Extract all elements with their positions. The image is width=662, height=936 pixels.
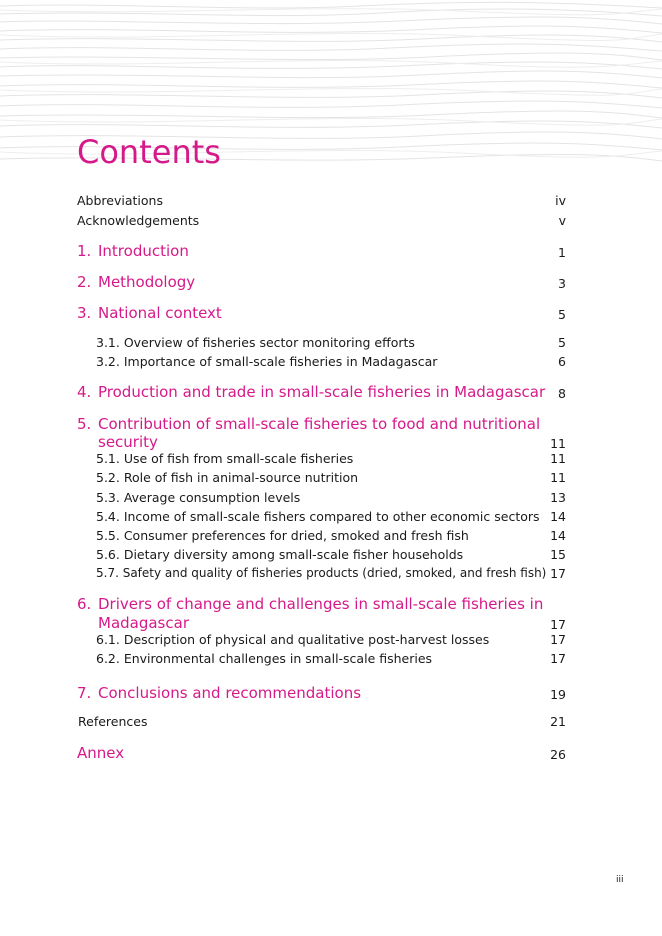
subentry-page: 17 (550, 566, 566, 581)
subentry-page: 17 (550, 651, 566, 666)
subentry-label: 5.3. Average consumption levels (96, 490, 301, 505)
toc-entry-page: 21 (550, 714, 566, 729)
section-number: 1. (77, 242, 92, 260)
section-label-line1: Contribution of small-scale fisheries to food and nutritional (98, 415, 541, 433)
subentry-page: 11 (550, 451, 566, 466)
section-number: 2. (77, 273, 92, 291)
section-label: National context (98, 304, 222, 322)
toc-entry-label: Acknowledgements (77, 213, 200, 228)
subentry-label: 3.1. Overview of fisheries sector monitoring efforts (96, 335, 415, 350)
section-page: 19 (550, 687, 566, 702)
toc-entry-label: Abbreviations (77, 193, 163, 208)
toc-entry-page: v (558, 213, 566, 228)
toc-entry-label: Annex (77, 744, 125, 762)
subentry-page: 14 (550, 509, 566, 524)
subentry-label: 6.1. Description of physical and qualitative post-harvest losses (96, 632, 490, 647)
subentry-page: 11 (550, 470, 566, 485)
subentry-label: 5.1. Use of fish from small-scale fisheries (96, 451, 354, 466)
section-label: Introduction (98, 242, 189, 260)
section-number: 5. (77, 415, 92, 433)
section-label-line1: Drivers of change and challenges in small-scale fisheries in (98, 595, 544, 613)
section-label-line2: security (98, 433, 158, 451)
toc-entry-page: 26 (550, 747, 566, 762)
section-page: 8 (558, 386, 566, 401)
section-page: 11 (550, 436, 566, 451)
subentry-page: 6 (558, 354, 566, 369)
section-label: Methodology (98, 273, 196, 291)
section-page: 5 (558, 307, 566, 322)
section-number: 3. (77, 304, 92, 322)
toc-entry-label: References (78, 714, 148, 729)
subentry-page: 17 (550, 632, 566, 647)
subentry-page: 15 (550, 547, 566, 562)
toc-entry-page: iv (555, 193, 566, 208)
subentry-label: 5.6. Dietary diversity among small-scale fisher households (96, 547, 464, 562)
section-number: 4. (77, 383, 92, 401)
subentry-page: 14 (550, 528, 566, 543)
section-page: 1 (558, 245, 566, 260)
section-number: 7. (77, 684, 92, 702)
subentry-page: 13 (550, 490, 566, 505)
subentry-page: 5 (558, 335, 566, 350)
section-number: 6. (77, 595, 92, 613)
subentry-label: 3.2. Importance of small-scale fisheries in Madagascar (96, 354, 438, 369)
subentry-label: 5.5. Consumer preferences for dried, smoked and fresh fish (96, 528, 469, 543)
subentry-label: 5.4. Income of small-scale fishers compared to other economic sectors (96, 509, 540, 524)
section-page: 3 (558, 276, 566, 291)
section-label-line2: Madagascar (98, 614, 189, 632)
subentry-label: 5.7. Safety and quality of fisheries products (dried, smoked, and fresh fish) (96, 566, 547, 580)
subentry-label: 6.2. Environmental challenges in small-scale fisheries (96, 651, 433, 666)
section-label: Conclusions and recommendations (98, 684, 362, 702)
subentry-label: 5.2. Role of fish in animal-source nutrition (96, 470, 359, 485)
section-page: 17 (550, 617, 566, 632)
section-label: Production and trade in small-scale fisheries in Madagascar (98, 383, 546, 401)
page-title: Contents (77, 133, 221, 171)
footer-page-number: iii (616, 875, 624, 885)
